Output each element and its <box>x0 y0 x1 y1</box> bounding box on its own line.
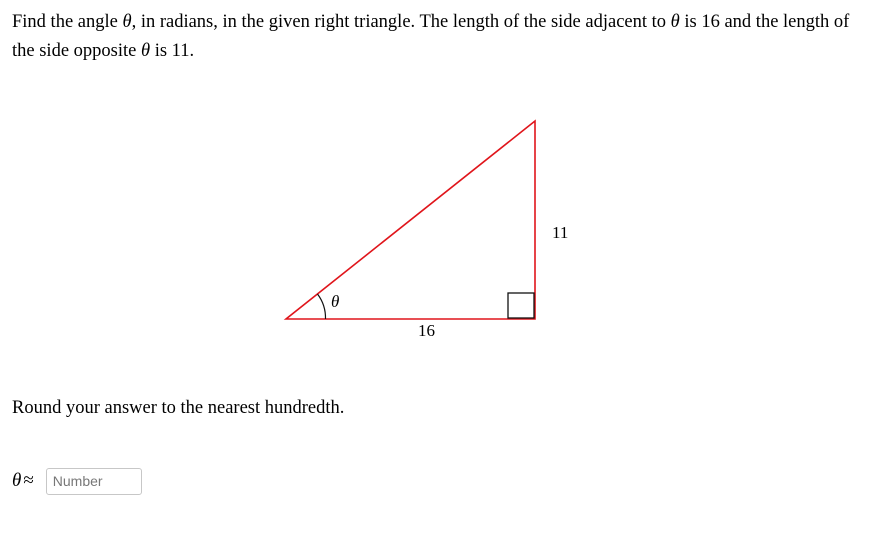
answer-number-input[interactable] <box>46 468 142 495</box>
opposite-side-label: 11 <box>552 223 569 242</box>
triangle-outline <box>286 121 535 319</box>
question-part-2: , in radians, in the given right triangle. The length of the side adjacent to <box>131 12 671 32</box>
approx-symbol: ≈ <box>23 470 34 491</box>
question-part-3: is 16 and the length of the side opposite <box>12 12 850 61</box>
theta-symbol: θ <box>140 41 151 61</box>
angle-arc <box>318 294 326 319</box>
rounding-instruction: Round your answer to the nearest hundredth. <box>12 398 345 418</box>
right-angle-marker <box>508 293 534 318</box>
adjacent-side-label: 16 <box>418 321 435 340</box>
theta-symbol: θ <box>670 12 680 32</box>
theta-symbol: θ <box>122 12 132 32</box>
question-part-4: is 11. <box>150 41 195 61</box>
answer-row <box>12 466 142 496</box>
angle-theta-label: θ <box>331 292 340 311</box>
question-part-1: Find the angle <box>12 12 123 32</box>
answer-theta-label: θ <box>12 470 22 491</box>
